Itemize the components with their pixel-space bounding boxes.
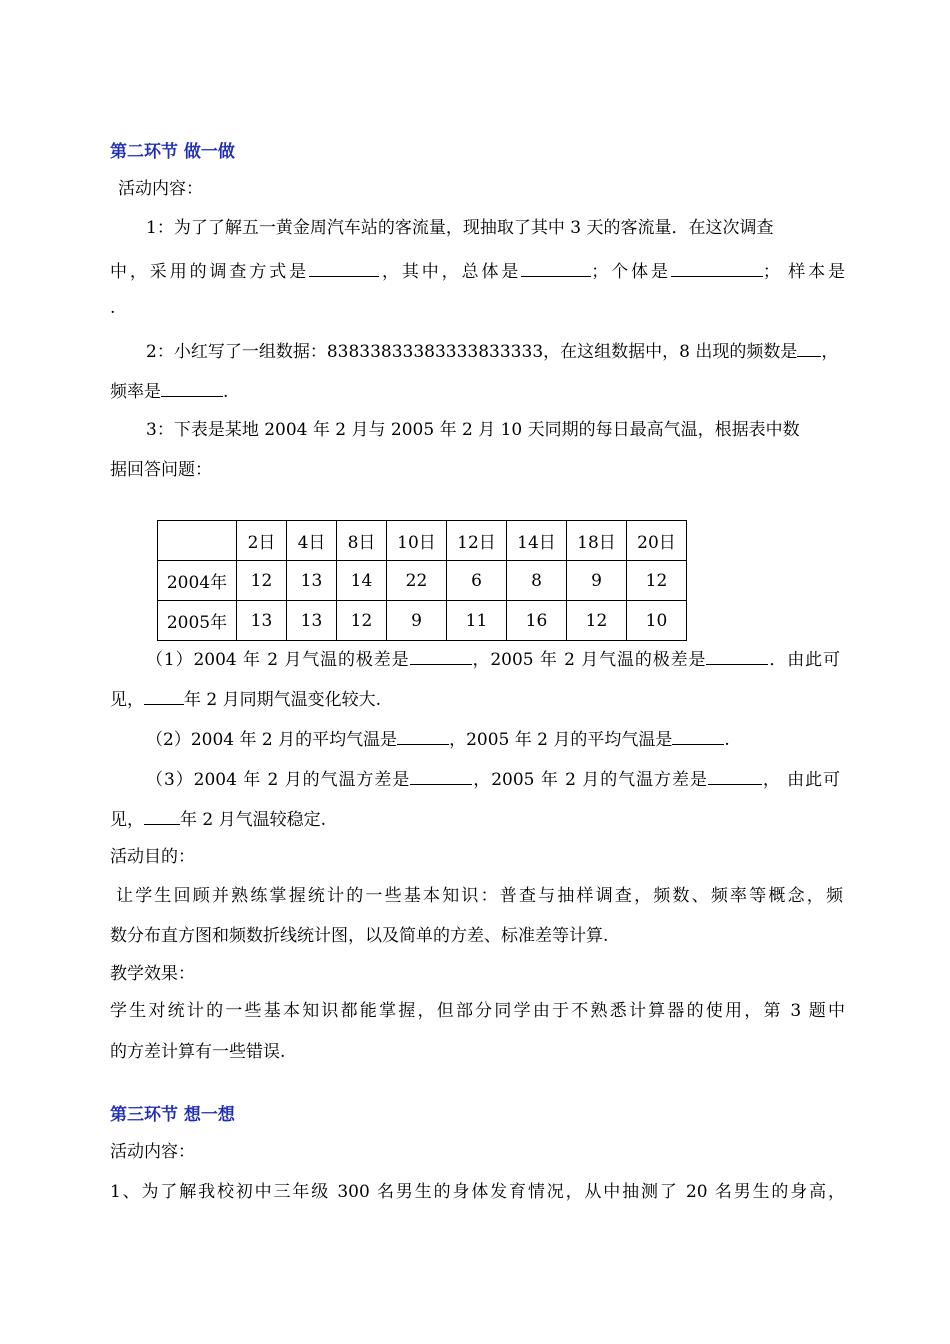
effect-label: 教学效果： (110, 964, 195, 984)
q1-blank-survey-method[interactable] (309, 258, 379, 277)
sub1-blank-range-2005[interactable] (706, 646, 768, 665)
sub3-line2: 见， 年 2 月气温较稳定. (110, 806, 845, 832)
sub2-blank-mean-2005[interactable] (672, 726, 724, 745)
sub1-blank-range-2004[interactable] (410, 646, 472, 665)
effect-line2: 的方差计算有一些错误. (110, 1042, 286, 1062)
purpose-label: 活动目的： (110, 847, 195, 867)
purpose-line2: 数分布直方图和频数折线统计图，以及简单的方差、标准差等计算. (110, 926, 609, 946)
sub3-line1: （3）2004 年 2 月的气温方差是 ，2005 年 2 月的气温方差是 ， 由此可 (146, 766, 840, 792)
effect-line1: 学生对统计的一些基本知识都能掌握，但部分同学由于不熟悉计算器的使用，第 3 题中 (110, 1001, 845, 1021)
q1-blank-population[interactable] (521, 258, 591, 277)
sub3-blank-variance-2005[interactable] (708, 766, 762, 785)
section2-heading: 第二环节 做一做 (110, 142, 235, 162)
q2-line1: 2：小红写了一组数据：83833833383333833333，在这组数据中，8 出现的频数是 ， (146, 338, 845, 364)
q1-blank-individual[interactable] (671, 258, 763, 277)
q1-line2: 中，采用的调查方式是 ，其中，总体是 ；个体是 ； 样本是 (110, 258, 845, 284)
sub3-blank-variance-2004[interactable] (410, 766, 472, 785)
sub1-blank-year[interactable] (144, 686, 184, 705)
sub2-blank-mean-2004[interactable] (397, 726, 449, 745)
q2-line2: 频率是 . (110, 378, 845, 404)
sub2-line: （2）2004 年 2 月的平均气温是 ，2005 年 2 月的平均气温是 . (146, 726, 786, 752)
q2-blank-rate[interactable] (161, 378, 223, 397)
sub1-line2: 见， 年 2 月同期气温变化较大. (110, 686, 845, 712)
purpose-line1: 让学生回顾并熟练掌握统计的一些基本知识：普查与抽样调查，频数、频率等概念，频 (116, 886, 843, 906)
table-row: 2005年 13 13 12 9 11 16 12 10 (158, 601, 687, 641)
table-header-row: 2日 4日 8日 10日 12日 14日 18日 20日 (158, 521, 687, 561)
sub3-blank-year[interactable] (144, 806, 180, 825)
q3-line2: 据回答问题： (110, 460, 212, 480)
temperature-table (157, 520, 687, 641)
section3-heading: 第三环节 想一想 (110, 1105, 235, 1125)
q1-line1: 1：为了了解五一黄金周汽车站的客流量，现抽取了其中 3 天的客流量．在这次调查 (146, 218, 774, 238)
q2-blank-frequency[interactable] (797, 338, 821, 357)
sub1-line1: （1）2004 年 2 月气温的极差是 ，2005 年 2 月气温的极差是 ．由此可 (146, 646, 840, 672)
section3-activity-label: 活动内容： (110, 1142, 195, 1162)
table-row: 2004年 12 13 14 22 6 8 9 12 (158, 561, 687, 601)
q1-line3: . (110, 298, 116, 318)
activity-content-label: 活动内容： (118, 179, 203, 199)
q3-line1: 3：下表是某地 2004 年 2 月与 2005 年 2 月 10 天同期的每日最高气温，根据表中数 (146, 420, 800, 440)
section3-q1-line1: 1、为了解我校初中三年级 300 名男生的身体发育情况，从中抽测了 20 名男生的身高， (110, 1182, 845, 1202)
